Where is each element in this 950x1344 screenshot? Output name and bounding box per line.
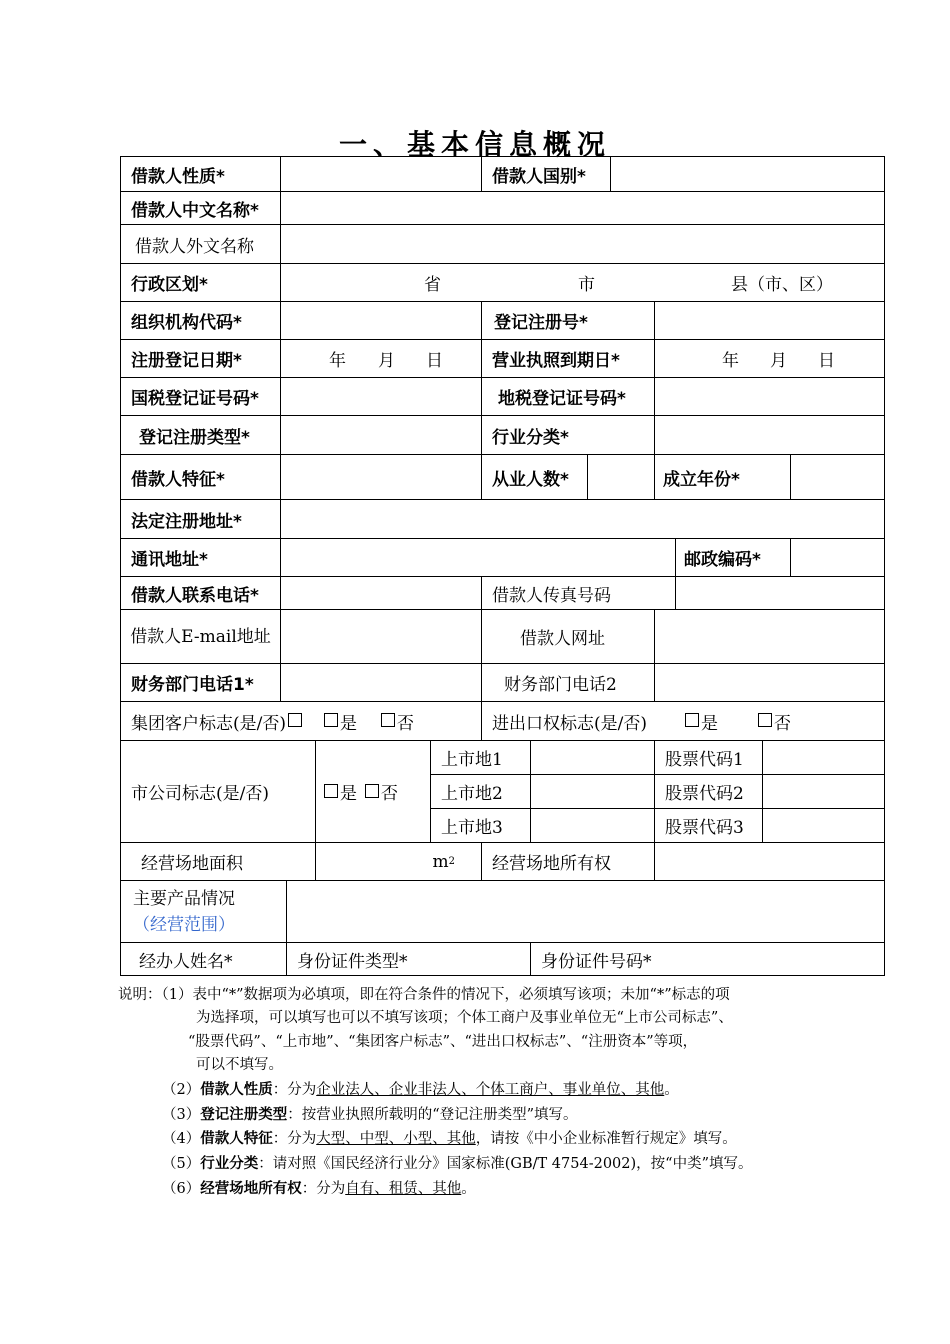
label-founded-year: 成立年份* <box>655 455 791 500</box>
field-postcode[interactable] <box>791 539 884 577</box>
note-6-end: 。 <box>461 1181 476 1197</box>
note-2-mid: ：分为 <box>272 1082 317 1098</box>
note-4-rest: ，请按《中小企业标准暂行规定》填写。 <box>475 1131 737 1147</box>
note-4-key: 借款人特征 <box>200 1131 273 1147</box>
field-foreign-name[interactable] <box>281 225 884 264</box>
label-borrower-feature: 借款人特征* <box>121 455 281 500</box>
field-main-products[interactable] <box>287 881 884 943</box>
note-5-key: 行业分类 <box>200 1156 259 1172</box>
field-local-tax[interactable] <box>655 378 884 416</box>
field-license-expiry[interactable] <box>655 340 884 378</box>
note-2-num: （2） <box>162 1082 201 1098</box>
day-label: 日 <box>426 351 443 371</box>
field-founded-year[interactable] <box>791 455 884 500</box>
field-industry[interactable] <box>655 416 884 455</box>
unit-sup: 2 <box>448 856 455 867</box>
group-yes-checkbox[interactable] <box>324 713 338 727</box>
label-email: 借款人E-mail地址 <box>121 610 281 664</box>
field-listing-place3[interactable] <box>531 809 655 843</box>
note-1d: 可以不填写。 <box>196 1057 283 1073</box>
note-1b: 为选择项，可以填写也可以不填写该项；个体工商户及事业单位无“上市公司标志”、 <box>196 1010 733 1026</box>
note-1c: “股票代码”、“上市地”、“集团客户标志”、“进出口权标志”、“注册资本”等项， <box>188 1034 698 1050</box>
page-title: 一、基本信息概况 <box>338 128 611 161</box>
ie-yes-checkbox[interactable] <box>685 713 699 727</box>
field-reg-date[interactable] <box>281 340 482 378</box>
month-label: 月 <box>770 351 787 371</box>
note-3 <box>162 1104 578 1128</box>
listed-yesno <box>316 741 431 843</box>
label-reg-date: 注册登记日期* <box>121 340 281 378</box>
label-natl-tax: 国税登记证号码* <box>121 378 281 416</box>
note-2-end: 。 <box>664 1082 679 1098</box>
label-borrower-country: 借款人国别* <box>482 157 611 192</box>
year-label: 年 <box>722 351 739 371</box>
field-phone[interactable] <box>281 577 482 610</box>
field-stock-code3[interactable] <box>763 809 884 843</box>
label-stock-code1: 股票代码1 <box>655 741 763 775</box>
listed-no-checkbox[interactable] <box>365 784 379 798</box>
note-6-mid: ：分为 <box>301 1181 346 1197</box>
field-natl-tax[interactable] <box>281 378 482 416</box>
field-site-area[interactable] <box>316 843 482 881</box>
group-yes-label: 是 <box>340 713 357 734</box>
field-borrower-country[interactable] <box>611 157 884 192</box>
label-foreign-name: 借款人外文名称 <box>121 225 281 264</box>
note-5-rest: ：请对照《国民经济行业分》国家标准(GB/T 4754-2002)，按“中类”填写。 <box>258 1156 753 1172</box>
ie-no-checkbox[interactable] <box>758 713 772 727</box>
note-6-num: （6） <box>162 1181 201 1197</box>
label-fin-phone2: 财务部门电话2 <box>482 664 655 702</box>
note-3-rest: ：按营业执照所载明的“登记注册类型”填写。 <box>287 1107 578 1123</box>
label-id-no: 身份证件号码* <box>541 951 652 972</box>
label-site-area: 经营场地面积 <box>121 843 316 881</box>
label-reg-no: 登记注册号* <box>482 302 655 340</box>
label-industry: 行业分类* <box>482 416 655 455</box>
field-cn-name[interactable] <box>281 192 884 225</box>
note-6-opts: 自有、租赁、其他 <box>345 1181 462 1197</box>
main-products-text: 主要产品情况 <box>133 888 235 909</box>
field-mail-address[interactable] <box>281 539 676 577</box>
label-fin-phone1: 财务部门电话1* <box>121 664 281 702</box>
label-stock-code2: 股票代码2 <box>655 775 763 809</box>
field-stock-code2[interactable] <box>763 775 884 809</box>
label-ie-flag: 进出口权标志(是/否) <box>492 713 647 734</box>
note-1a: 说明：（1）表中“*”数据项为必填项，即在符合条件的情况下，必须填写该项；未加“*”标志的项 <box>118 987 730 1003</box>
field-listing-place1[interactable] <box>531 741 655 775</box>
province-label: 省 <box>424 275 441 295</box>
note-4-num: （4） <box>162 1131 201 1147</box>
note-3-key: 登记注册类型 <box>200 1107 288 1123</box>
label-fax: 借款人传真号码 <box>482 577 676 610</box>
field-stock-code1[interactable] <box>763 741 884 775</box>
label-admin-region: 行政区划* <box>121 264 281 302</box>
field-org-code[interactable] <box>281 302 482 340</box>
group-no-label: 否 <box>397 713 414 734</box>
label-postcode: 邮政编码* <box>676 539 791 577</box>
note-2-opts: 企业法人、企业非法人、个体工商户、事业单位、其他 <box>316 1082 665 1098</box>
city-label: 市 <box>578 275 595 295</box>
month-label: 月 <box>378 351 395 371</box>
label-license-expiry: 营业执照到期日* <box>482 340 655 378</box>
field-employees[interactable] <box>588 455 655 500</box>
field-fax[interactable] <box>676 577 884 610</box>
label-listing-place1: 上市地1 <box>431 741 531 775</box>
business-scope-text: （经营范围） <box>133 914 235 935</box>
label-group-flag: 集团客户标志(是/否) <box>131 713 286 734</box>
ie-no-label: 否 <box>774 713 791 734</box>
label-id-type: 身份证件类型* <box>287 943 531 975</box>
year-label: 年 <box>329 351 346 371</box>
note-4-mid: ：分为 <box>272 1131 317 1147</box>
label-listing-place2: 上市地2 <box>431 775 531 809</box>
field-fin-phone1[interactable] <box>281 664 482 702</box>
field-legal-address[interactable] <box>281 500 884 539</box>
field-reg-type[interactable] <box>281 416 482 455</box>
field-email[interactable] <box>281 610 482 664</box>
label-phone: 借款人联系电话* <box>121 577 281 610</box>
field-borrower-feature[interactable] <box>281 455 482 500</box>
field-fin-phone2[interactable] <box>655 664 884 702</box>
note-2-key: 借款人性质 <box>200 1082 273 1098</box>
note-4-opts: 大型、中型、小型、其他 <box>316 1131 476 1147</box>
label-cn-name: 借款人中文名称* <box>121 192 281 225</box>
checkbox-icon <box>288 713 302 727</box>
field-borrower-nature[interactable] <box>281 157 482 192</box>
label-stock-code3: 股票代码3 <box>655 809 763 843</box>
field-site-ownership[interactable] <box>655 843 884 881</box>
note-4 <box>162 1128 737 1152</box>
label-listed-flag: 市公司标志(是/否) <box>121 741 316 843</box>
group-no-checkbox[interactable] <box>381 713 395 727</box>
ie-yes-label: 是 <box>701 713 718 734</box>
label-listing-place3: 上市地3 <box>431 809 531 843</box>
note-2 <box>162 1079 679 1103</box>
listed-yes-label: 是 <box>340 784 357 804</box>
label-mail-address: 通讯地址* <box>121 539 281 577</box>
label-website: 借款人网址 <box>482 610 655 664</box>
field-website[interactable] <box>655 610 884 664</box>
unit-m: m <box>432 851 449 872</box>
note-5-num: （5） <box>162 1156 201 1172</box>
group-flag-row <box>121 702 482 741</box>
label-site-ownership: 经营场地所有权 <box>482 843 655 881</box>
listed-no-label: 否 <box>381 784 398 804</box>
note-6 <box>162 1178 476 1202</box>
note-5 <box>162 1153 752 1177</box>
field-listing-place2[interactable] <box>531 775 655 809</box>
basic-info-form <box>120 156 885 976</box>
ie-flag-row <box>482 702 884 741</box>
label-borrower-nature: 借款人性质* <box>121 157 281 192</box>
note-3-num: （3） <box>162 1107 201 1123</box>
label-main-products <box>121 881 287 943</box>
listed-yes-checkbox[interactable] <box>324 784 338 798</box>
label-local-tax: 地税登记证号码* <box>482 378 655 416</box>
label-reg-type: 登记注册类型* <box>121 416 281 455</box>
note-6-key: 经营场地所有权 <box>200 1181 302 1197</box>
field-reg-no[interactable] <box>655 302 884 340</box>
label-handler-name: 经办人姓名* <box>121 943 287 975</box>
county-label: 县（市、区） <box>731 275 833 295</box>
label-org-code: 组织机构代码* <box>121 302 281 340</box>
field-admin-region[interactable] <box>281 264 884 302</box>
day-label: 日 <box>818 351 835 371</box>
label-legal-address: 法定注册地址* <box>121 500 281 539</box>
label-employees: 从业人数* <box>482 455 588 500</box>
